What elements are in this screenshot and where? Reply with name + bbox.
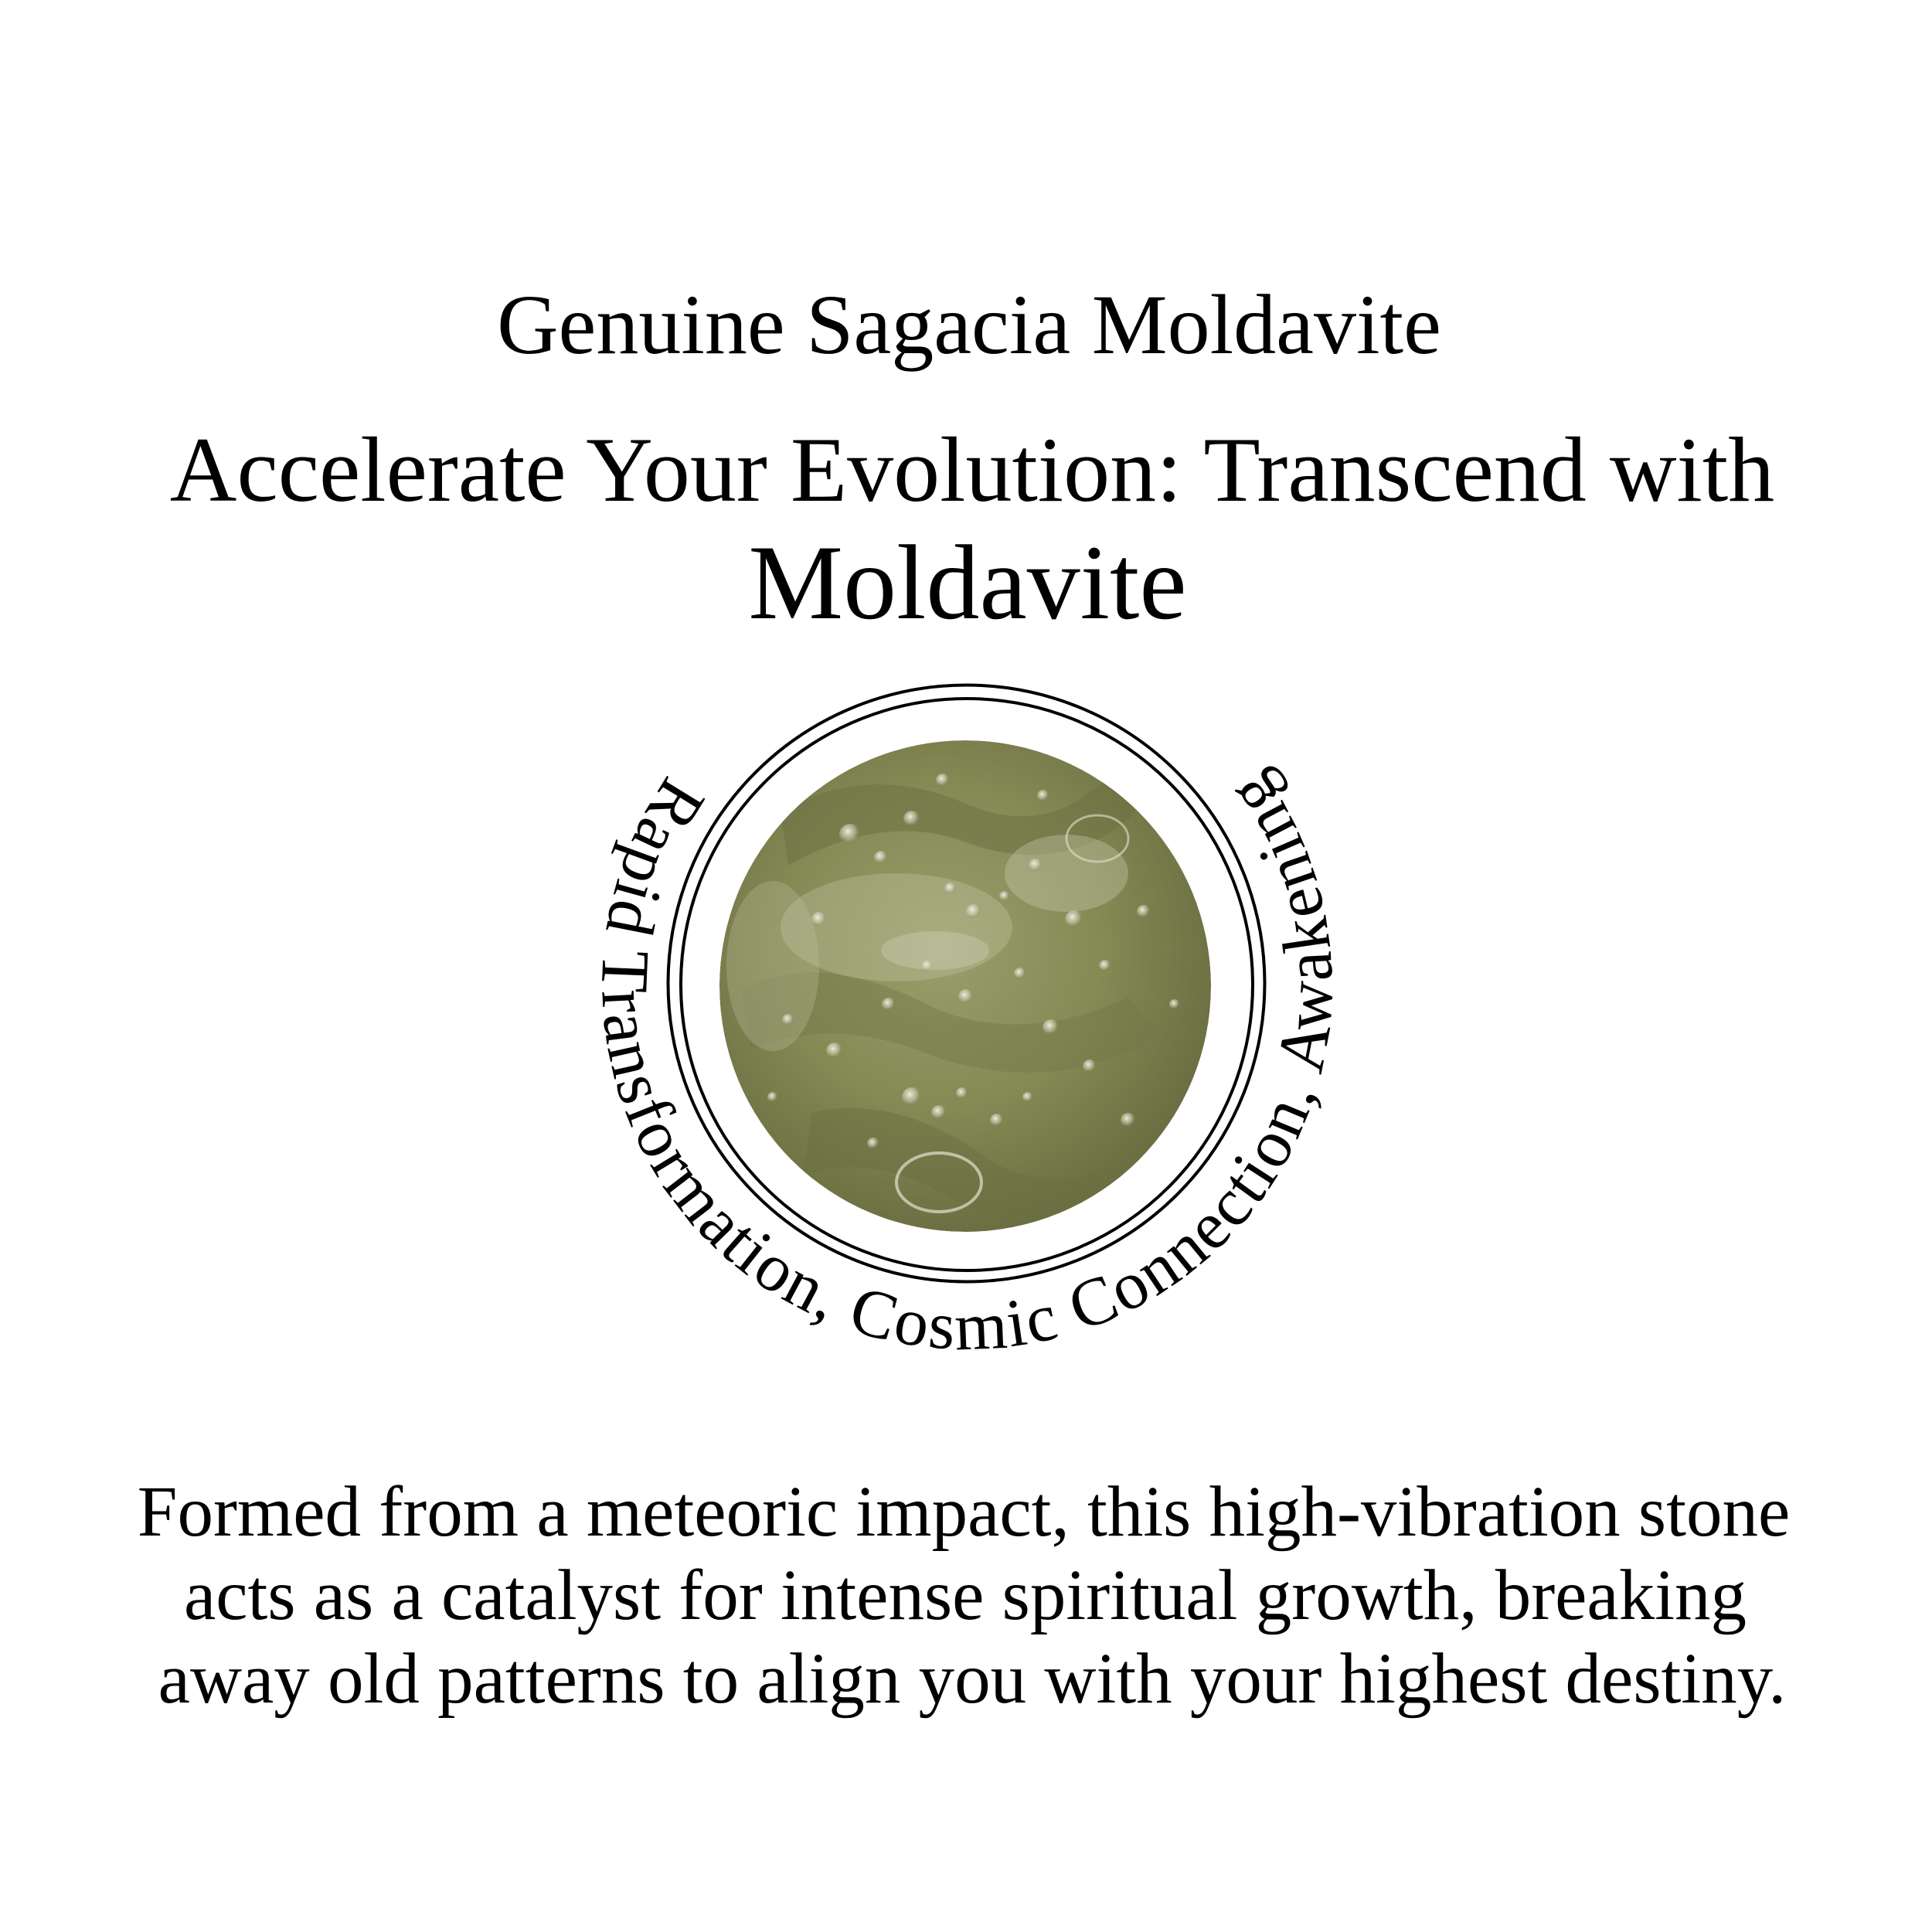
headline-line-2: Moldavite [748, 523, 1187, 641]
emblem-arc-textpath: Rapid Transformation, Cosmic Connection, Awakening [586, 760, 1349, 1366]
headline-line-1: Accelerate Your Evolution: Transcend with [169, 418, 1775, 521]
description-line-3: away old patterns to align you with your highest destiny. [158, 1639, 1787, 1719]
moldavite-stone-image [719, 740, 1211, 1232]
description-line-2: acts as a catalyst for intense spiritual growth, breaking [183, 1556, 1747, 1635]
emblem [587, 685, 1349, 1366]
description-line-1: Formed from a meteoric impact, this high-vibration stone [137, 1472, 1791, 1552]
description [138, 1472, 1791, 1719]
brand-title: Genuine Sagacia Moldavite [497, 277, 1441, 372]
